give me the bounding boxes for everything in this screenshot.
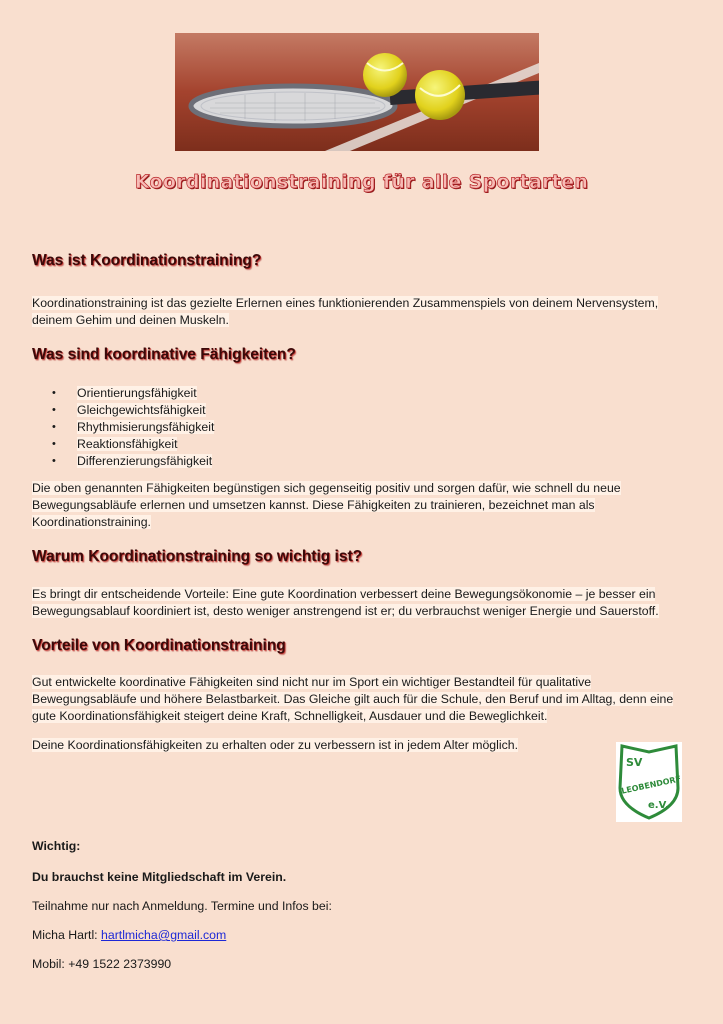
section-paragraph <box>32 586 692 620</box>
section-paragraph <box>32 295 692 329</box>
section-paragraph <box>32 674 692 725</box>
phone-number: Mobil: +49 1522 2373990 <box>32 957 172 971</box>
contact-line <box>32 927 632 944</box>
email-link[interactable]: hartlmicha@gmail.com <box>101 928 227 942</box>
paragraph-text: Koordinationstraining ist das gezielte Erlernen eines funktionierenden Zusammenspiels von deinem Nervensystem, deinem Gehim und deinen Muskeln. <box>32 296 659 327</box>
registration-note: Teilnahme nur nach Anmeldung. Termine und Infos bei: <box>32 899 332 913</box>
header-image <box>175 33 539 151</box>
club-logo <box>616 742 682 822</box>
section-paragraph <box>32 480 692 531</box>
section-paragraph <box>32 737 692 754</box>
section-heading: Vorteile von Koordinationstraining <box>32 637 286 654</box>
abilities-list <box>32 385 692 470</box>
list-item: • Gleichgewichtsfähigkeit <box>32 402 692 419</box>
list-item: • Orientierungsfähigkeit <box>32 385 692 402</box>
document-title: Koordinationstraining für alle Sportarten <box>134 171 589 193</box>
paragraph-text: Gut entwickelte koordinative Fähigkeiten sind nicht nur im Sport ein wichtiger Bestandteil für qualitative Bewegungsabläufe und höhere Belastbarkeit. Das Gleiche gilt auch für die Schule, den Beruf und im Alltag, denn eine gute Koordinationsfähigkeit steigert deine Kraft, Schnelligkeit, Ausdauer und die Beweglichkeit. <box>32 675 674 723</box>
contact-section <box>32 838 632 973</box>
membership-note: Du brauchst keine Mitgliedschaft im Verein. <box>32 870 287 884</box>
logo-text-ev: e.V. <box>648 800 669 811</box>
section-heading: Warum Koordinationstraining so wichtig ist? <box>32 548 363 565</box>
paragraph-text: Deine Koordinationsfähigkeiten zu erhalten oder zu verbessern ist in jedem Alter möglich. <box>32 738 518 752</box>
contact-name: Micha Hartl: <box>32 928 102 942</box>
paragraph-text: Es bringt dir entscheidende Vorteile: Eine gute Koordination verbessert deine Bewegungsökonomie – je besser ein Bewegungsablauf koordiniert ist, desto weniger anstrengend ist er; du verbrauchst weniger Energie und Sauerstoff. <box>32 587 659 618</box>
section-heading: Was ist Koordinationstraining? <box>32 252 262 269</box>
list-item: • Differenzierungsfähigkeit <box>32 453 692 470</box>
main-content <box>32 252 692 754</box>
logo-text-sv: SV <box>626 756 643 769</box>
logo-text-name: LEOBENDORF <box>620 774 682 796</box>
important-label: Wichtig: <box>32 839 81 853</box>
list-item: • Rhythmisierungsfähigkeit <box>32 419 692 436</box>
list-item: • Reaktionsfähigkeit <box>32 436 692 453</box>
section-heading: Was sind koordinative Fähigkeiten? <box>32 346 296 363</box>
club-crest-icon <box>616 742 682 822</box>
paragraph-text: Die oben genannten Fähigkeiten begünstigen sich gegenseitig positiv und sorgen dafür, wie schnell du neue Bewegungsabläufe erlernen und umsetzen kannst. Diese Fähigkeiten zu trainieren, bezeichnet man als Koordinationstraining. <box>32 481 621 529</box>
tennis-racket-and-balls-icon <box>175 33 539 151</box>
